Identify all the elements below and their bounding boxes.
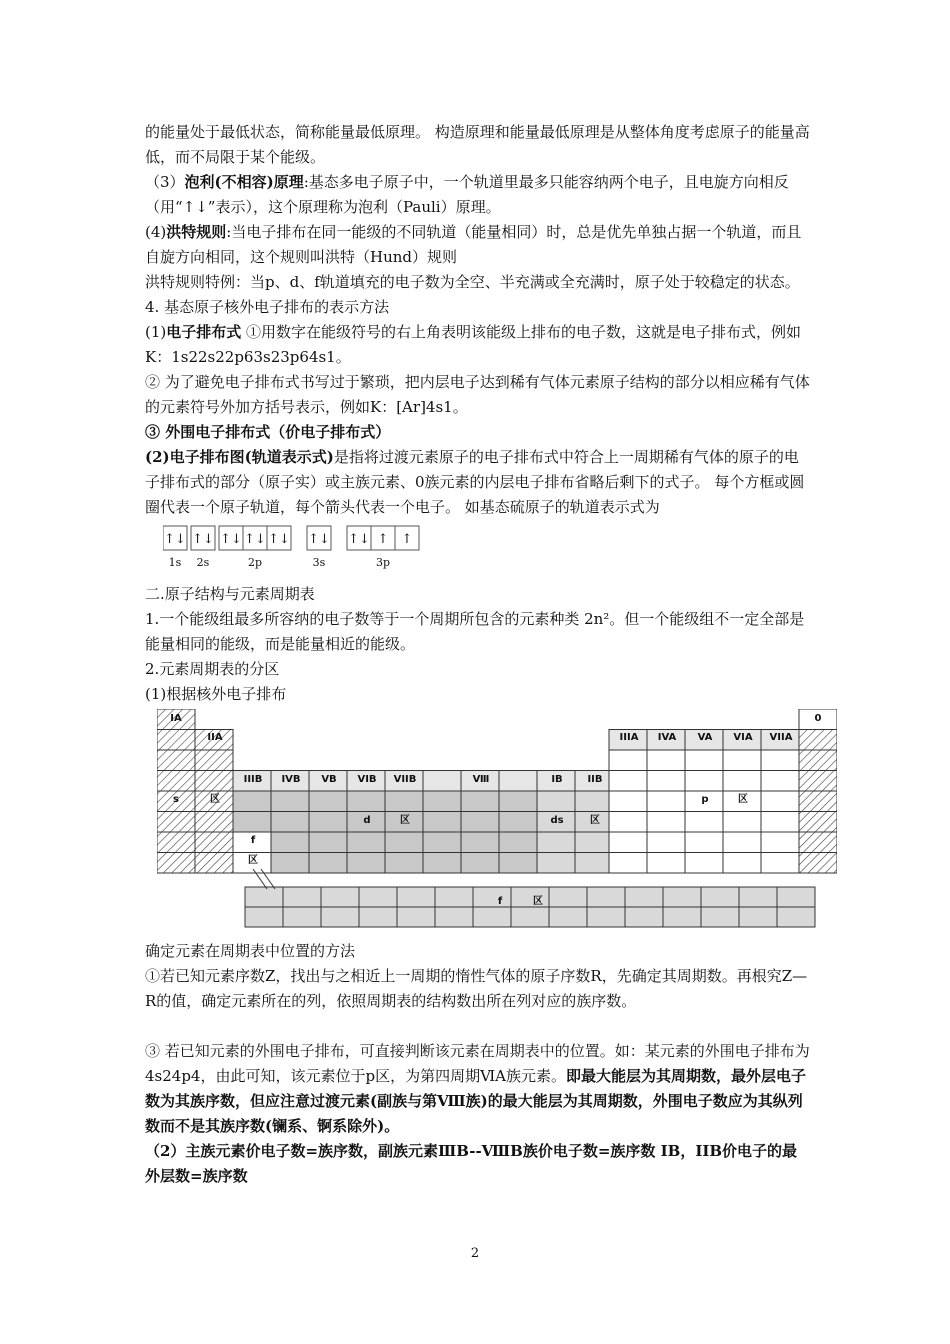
f-block-cell <box>701 907 739 927</box>
s-block-cell <box>157 853 195 874</box>
p-block-cell <box>723 750 761 771</box>
group-label-ib: IB <box>551 774 563 785</box>
orbital-arrows: ↑↓ <box>244 532 266 547</box>
p-block-cell <box>761 750 799 771</box>
orbital-label: 1s <box>168 556 182 569</box>
group-label-viia: VIIA <box>769 732 793 743</box>
f-block-cell <box>397 887 435 907</box>
f-block-cell <box>435 907 473 927</box>
ds-block-cell <box>537 832 575 853</box>
d-block-cell <box>347 791 385 812</box>
f-block-cell <box>663 887 701 907</box>
d-block-cell <box>271 812 309 833</box>
group-label-iva: IVA <box>657 732 677 743</box>
p-block-cell <box>723 812 761 833</box>
p-block-cell <box>609 812 647 833</box>
paragraph-hund-exception: 洪特规则特例：当p、d、f轨道填充的电子数为全空、半充满或全充满时，原子处于较稳定的状态。 <box>145 273 800 291</box>
f-block-cell <box>587 907 625 927</box>
f-block-cell <box>245 887 283 907</box>
paragraph-by-electron-config: (1)根据核外电子排布 <box>145 685 287 703</box>
group-label-via: VIA <box>733 732 753 743</box>
s-block-cell <box>195 771 233 792</box>
f-block-cell <box>777 907 815 927</box>
paragraph-energy-principle: 的能量处于最低状态，简称能量最低原理。 构造原理和能量最低原理是从整体角度考虑原子的能量高低，而不局限于某个能级。 <box>145 123 810 166</box>
orbital-arrows: ↑ <box>377 532 389 547</box>
p-block-cell <box>647 832 685 853</box>
d-block-cell <box>309 853 347 874</box>
d-block-cell <box>385 791 423 812</box>
orbital-label: 3s <box>312 556 326 569</box>
orbital-arrows: ↑ <box>401 532 413 547</box>
s-block-cell <box>157 750 195 771</box>
paragraph-table-blocks: 2.元素周期表的分区 <box>145 660 280 678</box>
section-heading-2: 二.原子结构与元素周期表 <box>145 585 315 603</box>
p-block-cell <box>609 832 647 853</box>
p-block-cell <box>799 730 837 751</box>
f-block-cell <box>625 887 663 907</box>
d-block-cell <box>347 853 385 874</box>
s-block-cell <box>157 812 195 833</box>
p-block-cell <box>799 812 837 833</box>
d-block-cell <box>347 832 385 853</box>
d-block-cell <box>461 832 499 853</box>
paragraph-pauli: （3）泡利(不相容)原理:基态多电子原子中，一个轨道里最多只能容纳两个电子，且电旋方向相反（用“↑↓”表示），这个原理称为泡利（Pauli）原理。 <box>145 173 789 216</box>
paragraph-orbital-diagram: (2)电子排布图(轨道表示式)是指将过渡元素原子的电子排布式中符合上一周期稀有气体的原子的电子排布式的部分（原子实）或主族元素、0族元素的内层电子排布省略后剩下的式子。 每个方框或圆圈代表一个原子轨道，每个箭头代表一个电子。 如基态硫原子的轨道表示式为 <box>145 448 805 516</box>
block-label-f-row: f <box>497 896 503 907</box>
paragraph-noble-gas-core: ② 为了避免电子排布式书写过于繁琐，把内层电子达到稀有气体元素原子结构的部分以相应稀有气体的元素符号外加方括号表示，例如K：[Ar]4s1。 <box>145 373 810 416</box>
group-label-ia: IA <box>170 713 182 724</box>
f-block-cell <box>473 907 511 927</box>
block-label-d: d <box>363 815 371 826</box>
p-block-cell <box>609 750 647 771</box>
s-block-cell <box>195 853 233 874</box>
f-block-cell <box>473 887 511 907</box>
p-block-cell <box>761 812 799 833</box>
ds-block-cell <box>575 853 613 874</box>
d-block-cell <box>309 832 347 853</box>
orbital-label: 2s <box>196 556 210 569</box>
d-block-cell <box>499 812 537 833</box>
group-label-vib: VIB <box>357 774 377 785</box>
f-block-cell <box>321 887 359 907</box>
f-block-cell <box>549 907 587 927</box>
group-label-iiia: IIIA <box>619 732 639 743</box>
p-block-cell <box>609 771 647 792</box>
d-block-cell <box>271 791 309 812</box>
paragraph-locate-method: 确定元素在周期表中位置的方法 <box>145 942 356 960</box>
block-label-f: f <box>250 835 256 846</box>
f-block-cell <box>587 887 625 907</box>
group-label-0: 0 <box>814 713 822 724</box>
d-block-cell <box>309 791 347 812</box>
s-block-cell <box>157 771 195 792</box>
p-block-cell <box>799 771 837 792</box>
s-block-cell <box>195 812 233 833</box>
p-block-cell <box>761 791 799 812</box>
f-block-cell <box>511 887 549 907</box>
orbital-label: 2p <box>247 556 263 569</box>
d-block-cell <box>271 853 309 874</box>
f-block-cell <box>359 907 397 927</box>
group-label-iia: IIA <box>207 732 223 743</box>
f-block-cell <box>777 887 815 907</box>
d-block-cell <box>461 812 499 833</box>
group-label-iib: IIB <box>587 774 603 785</box>
f-block-cell <box>549 887 587 907</box>
sulfur-orbital-diagram <box>163 524 810 580</box>
paragraph-method-1: ①若已知元素序数Z，找出与之相近上一周期的惰性气体的原子序数R，先确定其周期数。再根究Z—R的值，确定元素所在的列，依照周期表的结构数出所在列对应的族序数。 <box>145 967 808 1010</box>
p-block-cell <box>647 853 685 874</box>
d-block-cell <box>499 853 537 874</box>
f-block-cell <box>283 887 321 907</box>
p-block-cell <box>647 812 685 833</box>
f-block-cell <box>739 887 777 907</box>
ds-block-cell <box>575 832 613 853</box>
d-block-cell <box>423 832 461 853</box>
orbital-arrows: ↑↓ <box>164 532 186 547</box>
paragraph-hund: (4)洪特规则:当电子排布在同一能级的不同轨道（能量相同）时，总是优先单独占据一个轨道，而且自旋方向相同，这个规则叫洪特（Hund）规则 <box>145 223 802 266</box>
group-label-vb: VB <box>321 774 337 785</box>
f-block-cell <box>625 907 663 927</box>
f-block-cell <box>701 887 739 907</box>
section-heading-4: 4. 基态原子核外电子排布的表示方法 <box>145 298 390 316</box>
orbital-label: 3p <box>375 556 391 569</box>
ds-block-cell <box>537 853 575 874</box>
f-block-cell <box>739 907 777 927</box>
paragraph-valence-config: ③ 外围电子排布式（价电子排布式） <box>145 423 391 441</box>
f-block-cell <box>359 887 397 907</box>
p-block-cell <box>761 832 799 853</box>
d-block-cell <box>233 812 271 833</box>
block-label-p: p <box>701 794 709 805</box>
p-block-cell <box>685 832 723 853</box>
d-block-cell <box>499 791 537 812</box>
p-block-cell <box>647 771 685 792</box>
f-block-cell <box>435 887 473 907</box>
p-block-cell <box>761 771 799 792</box>
orbital-arrows: ↑↓ <box>348 532 370 547</box>
f-block-cell <box>663 907 701 927</box>
d-block-cell <box>385 832 423 853</box>
p-block-cell <box>609 791 647 812</box>
p-block-cell <box>723 832 761 853</box>
block-label-qu: 区 <box>590 815 600 826</box>
paragraph-energy-group: 1.一个能级组最多所容纳的电子数等于一个周期所包含的元素种类 2n²。但一个能级组不一定全部是能量相同的能级，而是能量相近的能级。 <box>145 610 805 653</box>
p-block-cell <box>685 853 723 874</box>
orbital-arrows: ↑↓ <box>220 532 242 547</box>
d-block-cell <box>233 791 271 812</box>
p-block-cell <box>685 812 723 833</box>
p-block-cell <box>799 853 837 874</box>
p-block-cell <box>799 750 837 771</box>
p-block-cell <box>647 750 685 771</box>
d-block-cell <box>461 791 499 812</box>
p-block-cell <box>609 853 647 874</box>
f-block-cell <box>245 907 283 927</box>
d-block-cell <box>423 791 461 812</box>
block-label-qu: 区 <box>533 896 543 907</box>
ds-block-cell <box>537 791 575 812</box>
p-block-cell <box>761 853 799 874</box>
ds-block-cell <box>575 791 613 812</box>
d-block-cell <box>423 853 461 874</box>
block-label-qu: 区 <box>210 794 220 805</box>
block-label-qu: 区 <box>400 815 410 826</box>
block-label-ds: ds <box>550 815 564 826</box>
d-block-cell <box>499 832 537 853</box>
d-block-cell <box>271 832 309 853</box>
d-block-cell <box>423 812 461 833</box>
group-label-viib: VIIB <box>393 774 417 785</box>
s-block-cell <box>157 730 195 751</box>
group-label-ivb: IVB <box>281 774 301 785</box>
s-block-cell <box>195 750 233 771</box>
p-block-cell <box>685 750 723 771</box>
f-block-cell <box>321 907 359 927</box>
group-label-va: VA <box>697 732 713 743</box>
paragraph-method-3: ③ 若已知元素的外围电子排布，可直接判断该元素在周期表中的位置。如：某元素的外围电子排布为4s24p4，由此可知，该元素位于p区，为第四周期ⅥA族元素。即最大能层为其周期数，最外层电子数为其族序数，但应注意过渡元素(副族与第Ⅷ族)的最大能层为其周期数，外围电子数应为其纵列数而不是其族序数(镧系、锕系除外)。 <box>145 1042 810 1135</box>
block-label-qu: 区 <box>248 855 258 866</box>
p-block-cell <box>799 832 837 853</box>
s-block-cell <box>157 832 195 853</box>
d-block-cell <box>423 771 461 792</box>
periodic-table-blocks <box>157 709 822 939</box>
d-block-cell <box>309 812 347 833</box>
p-block-cell <box>799 791 837 812</box>
d-block-cell <box>461 853 499 874</box>
group-label-viii: Ⅷ <box>472 774 490 785</box>
orbital-arrows: ↑↓ <box>268 532 290 547</box>
orbital-arrows: ↑↓ <box>192 532 214 547</box>
block-label-s: s <box>173 794 179 805</box>
f-block-cell <box>511 907 549 927</box>
orbital-arrows: ↑↓ <box>308 532 330 547</box>
p-block-cell <box>723 771 761 792</box>
group-label-iiib: IIIB <box>243 774 263 785</box>
p-block-cell <box>723 853 761 874</box>
page-number: 2 <box>470 1246 480 1261</box>
orbital-diagram-svg <box>163 524 438 572</box>
f-block-cell <box>397 907 435 927</box>
paragraph-electron-config: (1)电子排布式 ①用数字在能级符号的右上角表明该能级上排布的电子数，这就是电子排布式，例如K：1s22s22p63s23p64s1。 <box>145 323 802 366</box>
p-block-cell <box>647 791 685 812</box>
p-block-cell <box>685 771 723 792</box>
f-block-cell <box>283 907 321 927</box>
periodic-table-svg <box>157 709 837 931</box>
block-label-qu: 区 <box>738 794 748 805</box>
d-block-cell <box>385 853 423 874</box>
s-block-cell <box>195 832 233 853</box>
d-block-cell <box>499 771 537 792</box>
paragraph-valence-rule: （2）主族元素价电子数=族序数，副族元素ⅢB--ⅧB族价电子数=族序数 IB，IIB价电子的最外层数=族序数 <box>145 1142 798 1185</box>
